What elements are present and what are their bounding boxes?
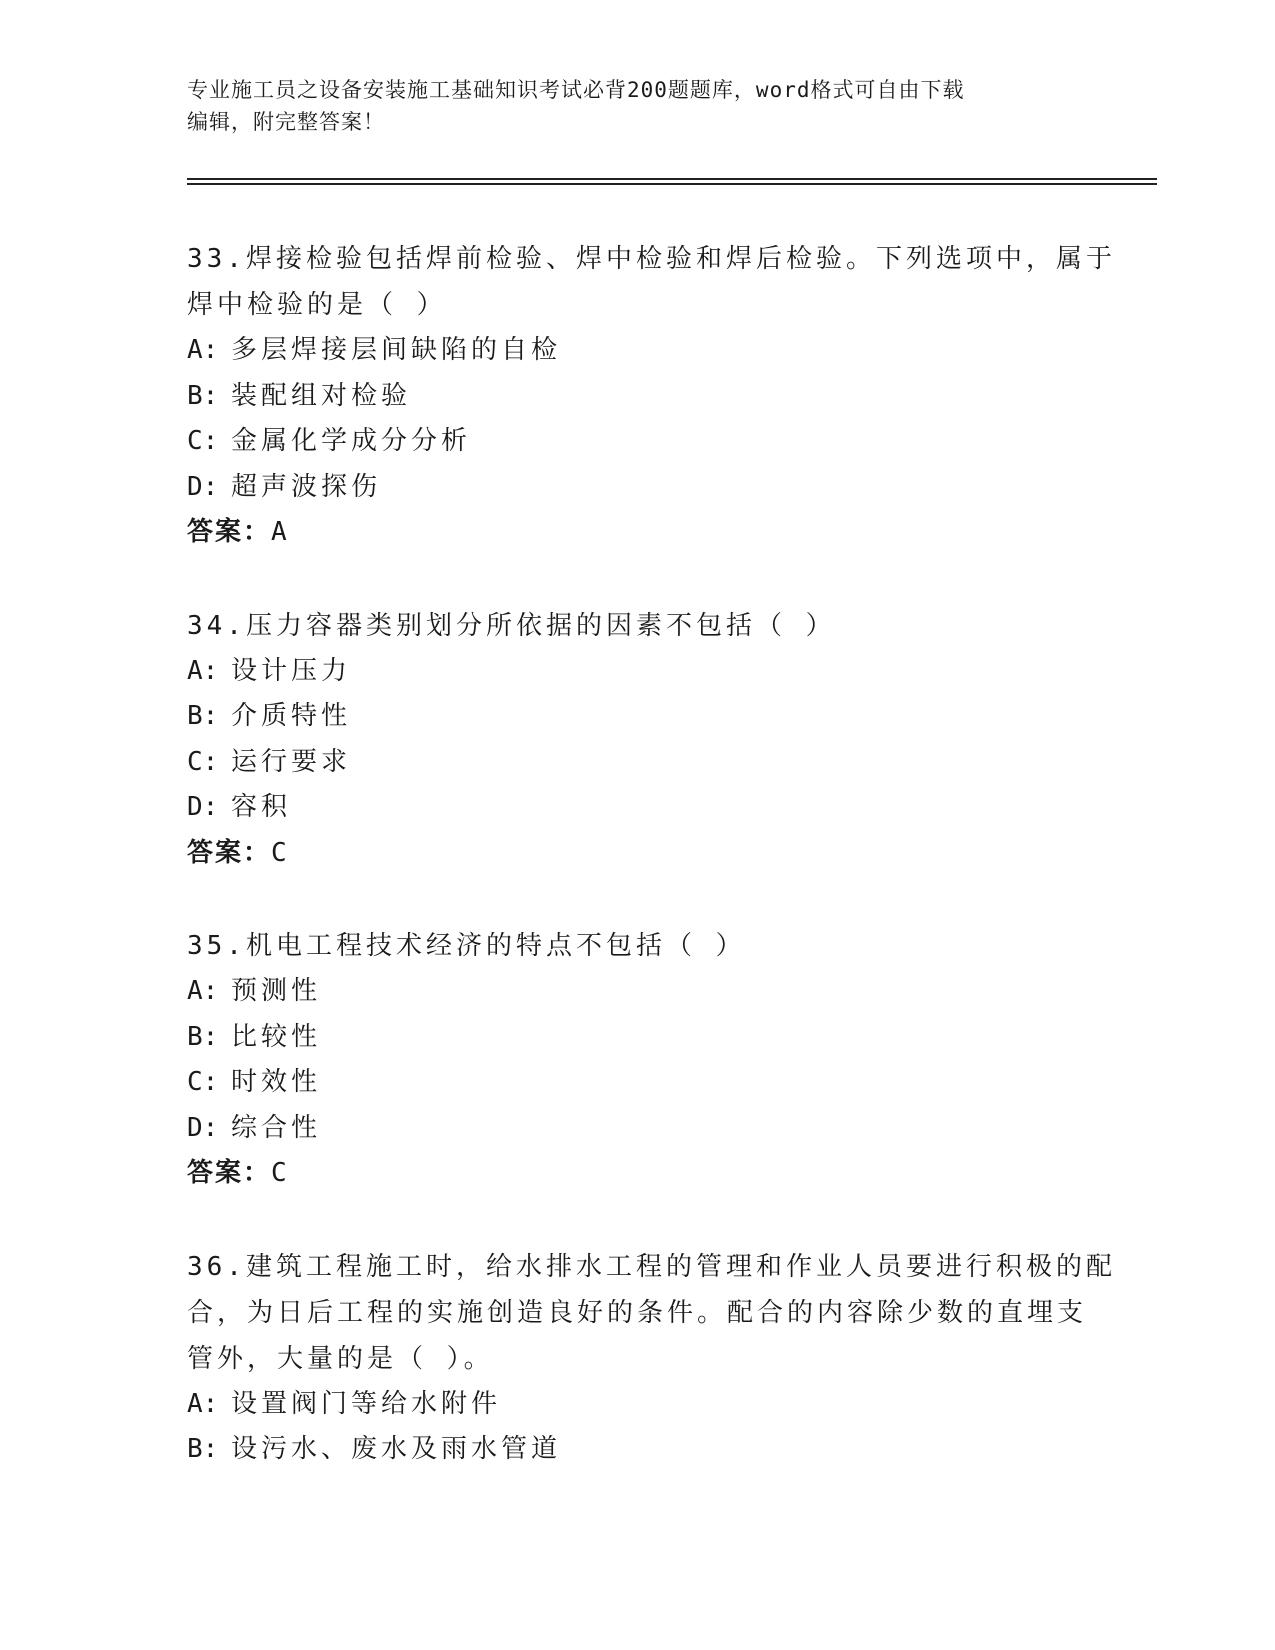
option-text: 容积 bbox=[231, 792, 292, 822]
option-c bbox=[187, 1060, 1087, 1106]
question-35 bbox=[187, 923, 1087, 1197]
option-a bbox=[187, 328, 1087, 374]
option-letter: B: bbox=[187, 1021, 219, 1052]
option-d bbox=[187, 785, 1087, 831]
question-line: 33.焊接检验包括焊前检验、焊中检验和焊后检验。下列选项中，属于 bbox=[187, 244, 1116, 274]
option-c bbox=[187, 419, 1087, 465]
question-text bbox=[187, 1244, 1116, 1382]
option-letter: A: bbox=[187, 335, 219, 365]
question-text bbox=[187, 603, 1087, 649]
question-text bbox=[187, 923, 1087, 969]
option-d bbox=[187, 1106, 1087, 1152]
answer-line bbox=[187, 1151, 1087, 1197]
question-line: 合，为日后工程的实施创造良好的条件。配合的内容除少数的直埋支 bbox=[187, 1297, 1088, 1328]
answer-value: C bbox=[271, 837, 287, 868]
spacer bbox=[187, 876, 1087, 923]
option-letter: B: bbox=[187, 380, 219, 411]
option-letter: D: bbox=[187, 471, 219, 502]
question-line: 34.压力容器类别划分所依据的因素不包括（ ） bbox=[187, 610, 836, 641]
option-letter: C: bbox=[187, 426, 219, 456]
option-text: 设污水、废水及雨水管道 bbox=[231, 1434, 562, 1464]
option-text: 介质特性 bbox=[231, 701, 352, 731]
question-36 bbox=[187, 1244, 1116, 1473]
answer-value: C bbox=[271, 1158, 287, 1188]
answer-label: 答案： bbox=[187, 517, 272, 547]
question-line: 管外，大量的是（ ）。 bbox=[187, 1343, 494, 1374]
option-b bbox=[187, 1015, 1087, 1061]
option-text: 设置阀门等给水附件 bbox=[231, 1388, 502, 1419]
option-text: 装配组对检验 bbox=[231, 380, 412, 411]
option-text: 时效性 bbox=[231, 1067, 322, 1097]
option-text: 运行要求 bbox=[231, 746, 352, 777]
option-letter: B: bbox=[187, 1434, 219, 1464]
option-b bbox=[187, 694, 1087, 740]
option-letter: C: bbox=[187, 1067, 219, 1097]
option-b bbox=[187, 1427, 1087, 1473]
option-letter: A: bbox=[187, 976, 219, 1006]
answer-value: A bbox=[271, 517, 287, 547]
question-34 bbox=[187, 603, 1087, 877]
option-letter: D: bbox=[187, 792, 219, 822]
option-text: 设计压力 bbox=[231, 655, 352, 686]
option-b bbox=[187, 374, 1087, 420]
option-d bbox=[187, 465, 1087, 511]
option-a bbox=[187, 969, 1087, 1015]
answer-line bbox=[187, 831, 1087, 877]
option-letter: C: bbox=[187, 746, 219, 777]
question-33 bbox=[187, 236, 1116, 556]
question-line: 焊中检验的是（ ） bbox=[187, 290, 447, 320]
answer-label: 答案： bbox=[187, 837, 272, 868]
answer-line bbox=[187, 510, 1087, 556]
option-letter: A: bbox=[187, 655, 219, 686]
question-list bbox=[187, 236, 1116, 1473]
question-line: 36.建筑工程施工时，给水排水工程的管理和作业人员要进行积极的配 bbox=[187, 1251, 1116, 1282]
option-text: 比较性 bbox=[231, 1021, 322, 1052]
header-divider-top bbox=[187, 178, 1157, 180]
option-letter: D: bbox=[187, 1112, 219, 1143]
header-line-2: 编辑，附完整答案！ bbox=[187, 110, 385, 134]
option-text: 超声波探伤 bbox=[231, 471, 382, 502]
header-line-1: 专业施工员之设备安装施工基础知识考试必背200题题库，word格式可自由下载 bbox=[187, 78, 965, 102]
option-text: 预测性 bbox=[231, 976, 322, 1006]
option-letter: B: bbox=[187, 701, 219, 731]
spacer bbox=[187, 1197, 1087, 1244]
option-c bbox=[187, 740, 1087, 786]
spacer bbox=[187, 556, 1087, 603]
option-text: 综合性 bbox=[231, 1112, 322, 1143]
option-text: 多层焊接层间缺陷的自检 bbox=[231, 335, 562, 365]
option-a bbox=[187, 1382, 1087, 1428]
question-text bbox=[187, 236, 1116, 328]
question-line: 35.机电工程技术经济的特点不包括（ ） bbox=[187, 931, 746, 961]
option-text: 金属化学成分分析 bbox=[231, 426, 472, 456]
document-header bbox=[187, 74, 1087, 138]
header-divider-bottom bbox=[187, 183, 1157, 185]
option-a bbox=[187, 649, 1087, 695]
option-letter: A: bbox=[187, 1388, 219, 1419]
answer-label: 答案： bbox=[187, 1158, 272, 1188]
